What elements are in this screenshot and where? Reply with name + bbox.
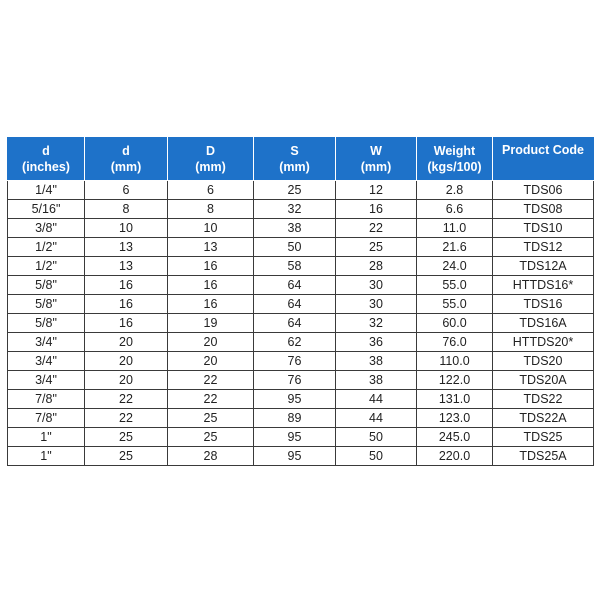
cell-D-mm: 13 xyxy=(168,238,254,257)
header-unit: (mm) xyxy=(279,159,310,174)
cell-weight: 24.0 xyxy=(417,257,493,276)
cell-product-code: HTTDS20* xyxy=(493,333,594,352)
header-unit: (mm) xyxy=(195,159,226,174)
cell-D-mm: 22 xyxy=(168,390,254,409)
header-label: d xyxy=(122,143,130,158)
cell-W-mm: 12 xyxy=(336,181,417,200)
cell-d-inches: 1/4" xyxy=(8,181,85,200)
spec-table xyxy=(7,137,594,466)
table-row xyxy=(8,352,594,371)
table-row xyxy=(8,295,594,314)
table-row xyxy=(8,447,594,466)
cell-S-mm: 95 xyxy=(254,390,336,409)
cell-weight: 123.0 xyxy=(417,409,493,428)
cell-weight: 55.0 xyxy=(417,276,493,295)
cell-product-code: TDS22 xyxy=(493,390,594,409)
cell-W-mm: 28 xyxy=(336,257,417,276)
cell-product-code: TDS20 xyxy=(493,352,594,371)
cell-d-mm: 16 xyxy=(85,295,168,314)
cell-product-code: TDS06 xyxy=(493,181,594,200)
cell-S-mm: 50 xyxy=(254,238,336,257)
cell-weight: 110.0 xyxy=(417,352,493,371)
cell-d-inches: 7/8" xyxy=(8,409,85,428)
cell-S-mm: 64 xyxy=(254,295,336,314)
table-row xyxy=(8,371,594,390)
cell-W-mm: 16 xyxy=(336,200,417,219)
cell-weight: 6.6 xyxy=(417,200,493,219)
cell-d-mm: 16 xyxy=(85,314,168,333)
header-unit: (inches) xyxy=(22,159,70,174)
cell-D-mm: 20 xyxy=(168,333,254,352)
cell-product-code: TDS16A xyxy=(493,314,594,333)
cell-d-inches: 3/4" xyxy=(8,352,85,371)
cell-d-mm: 22 xyxy=(85,409,168,428)
cell-product-code: HTTDS16* xyxy=(493,276,594,295)
cell-d-mm: 20 xyxy=(85,371,168,390)
cell-W-mm: 36 xyxy=(336,333,417,352)
cell-D-mm: 10 xyxy=(168,219,254,238)
header-S-mm xyxy=(254,137,336,181)
cell-product-code: TDS25 xyxy=(493,428,594,447)
cell-weight: 131.0 xyxy=(417,390,493,409)
cell-product-code: TDS12A xyxy=(493,257,594,276)
cell-S-mm: 76 xyxy=(254,352,336,371)
cell-W-mm: 38 xyxy=(336,352,417,371)
header-label: W xyxy=(370,143,382,158)
cell-product-code: TDS12 xyxy=(493,238,594,257)
table-row xyxy=(8,428,594,447)
cell-D-mm: 8 xyxy=(168,200,254,219)
cell-d-mm: 22 xyxy=(85,390,168,409)
cell-d-mm: 10 xyxy=(85,219,168,238)
cell-W-mm: 38 xyxy=(336,371,417,390)
cell-D-mm: 25 xyxy=(168,409,254,428)
header-label: D xyxy=(205,143,216,158)
cell-weight: 122.0 xyxy=(417,371,493,390)
header-label: S xyxy=(290,143,299,158)
cell-d-inches: 3/4" xyxy=(8,371,85,390)
cell-W-mm: 25 xyxy=(336,238,417,257)
cell-weight: 11.0 xyxy=(417,219,493,238)
cell-D-mm: 25 xyxy=(168,428,254,447)
cell-D-mm: 28 xyxy=(168,447,254,466)
header-row xyxy=(8,137,594,181)
cell-weight: 76.0 xyxy=(417,333,493,352)
cell-product-code: TDS25A xyxy=(493,447,594,466)
cell-weight: 55.0 xyxy=(417,295,493,314)
table-row xyxy=(8,409,594,428)
cell-product-code: TDS08 xyxy=(493,200,594,219)
table-row xyxy=(8,219,594,238)
cell-weight: 21.6 xyxy=(417,238,493,257)
cell-d-inches: 5/8" xyxy=(8,276,85,295)
cell-D-mm: 16 xyxy=(168,295,254,314)
table-row xyxy=(8,181,594,200)
header-D-mm xyxy=(168,137,254,181)
cell-S-mm: 89 xyxy=(254,409,336,428)
cell-product-code: TDS20A xyxy=(493,371,594,390)
cell-d-inches: 3/8" xyxy=(8,219,85,238)
table-row xyxy=(8,257,594,276)
table-row xyxy=(8,333,594,352)
cell-d-mm: 13 xyxy=(85,257,168,276)
cell-d-inches: 5/8" xyxy=(8,295,85,314)
cell-W-mm: 32 xyxy=(336,314,417,333)
cell-product-code: TDS10 xyxy=(493,219,594,238)
cell-D-mm: 20 xyxy=(168,352,254,371)
cell-d-mm: 16 xyxy=(85,276,168,295)
cell-W-mm: 50 xyxy=(336,428,417,447)
cell-D-mm: 19 xyxy=(168,314,254,333)
cell-d-mm: 20 xyxy=(85,352,168,371)
cell-W-mm: 44 xyxy=(336,409,417,428)
header-d-inches xyxy=(8,137,85,181)
cell-d-mm: 25 xyxy=(85,428,168,447)
table-row xyxy=(8,276,594,295)
header-label: d xyxy=(42,143,50,158)
cell-S-mm: 64 xyxy=(254,276,336,295)
cell-D-mm: 16 xyxy=(168,257,254,276)
cell-weight: 2.8 xyxy=(417,181,493,200)
cell-d-mm: 8 xyxy=(85,200,168,219)
header-weight xyxy=(417,137,493,181)
cell-W-mm: 30 xyxy=(336,276,417,295)
table-row xyxy=(8,200,594,219)
cell-S-mm: 64 xyxy=(254,314,336,333)
cell-D-mm: 22 xyxy=(168,371,254,390)
cell-d-inches: 1/2" xyxy=(8,257,85,276)
cell-d-mm: 20 xyxy=(85,333,168,352)
cell-weight: 220.0 xyxy=(417,447,493,466)
table-row xyxy=(8,314,594,333)
header-W-mm xyxy=(336,137,417,181)
cell-S-mm: 95 xyxy=(254,428,336,447)
header-label: Weight xyxy=(433,143,476,158)
cell-S-mm: 95 xyxy=(254,447,336,466)
cell-W-mm: 50 xyxy=(336,447,417,466)
cell-weight: 245.0 xyxy=(417,428,493,447)
cell-d-inches: 5/8" xyxy=(8,314,85,333)
cell-S-mm: 62 xyxy=(254,333,336,352)
cell-d-inches: 7/8" xyxy=(8,390,85,409)
cell-d-inches: 3/4" xyxy=(8,333,85,352)
header-unit: (kgs/100) xyxy=(427,159,482,174)
cell-S-mm: 58 xyxy=(254,257,336,276)
cell-D-mm: 6 xyxy=(168,181,254,200)
table-body xyxy=(8,181,594,466)
cell-d-inches: 5/16" xyxy=(8,200,85,219)
header-label: Product Code xyxy=(502,143,584,157)
header-d-mm xyxy=(85,137,168,181)
table-header xyxy=(8,137,594,181)
cell-d-inches: 1/2" xyxy=(8,238,85,257)
header-unit: (mm) xyxy=(360,159,392,174)
cell-product-code: TDS22A xyxy=(493,409,594,428)
cell-D-mm: 16 xyxy=(168,276,254,295)
cell-d-inches: 1" xyxy=(8,447,85,466)
cell-S-mm: 38 xyxy=(254,219,336,238)
header-product-code xyxy=(493,137,594,181)
spec-table-container xyxy=(7,137,593,466)
cell-W-mm: 22 xyxy=(336,219,417,238)
cell-S-mm: 32 xyxy=(254,200,336,219)
cell-d-mm: 6 xyxy=(85,181,168,200)
cell-weight: 60.0 xyxy=(417,314,493,333)
cell-W-mm: 30 xyxy=(336,295,417,314)
header-unit: (mm) xyxy=(110,159,142,174)
cell-d-mm: 25 xyxy=(85,447,168,466)
cell-d-mm: 13 xyxy=(85,238,168,257)
table-row xyxy=(8,390,594,409)
cell-S-mm: 76 xyxy=(254,371,336,390)
cell-S-mm: 25 xyxy=(254,181,336,200)
cell-W-mm: 44 xyxy=(336,390,417,409)
table-row xyxy=(8,238,594,257)
cell-d-inches: 1" xyxy=(8,428,85,447)
cell-product-code: TDS16 xyxy=(493,295,594,314)
